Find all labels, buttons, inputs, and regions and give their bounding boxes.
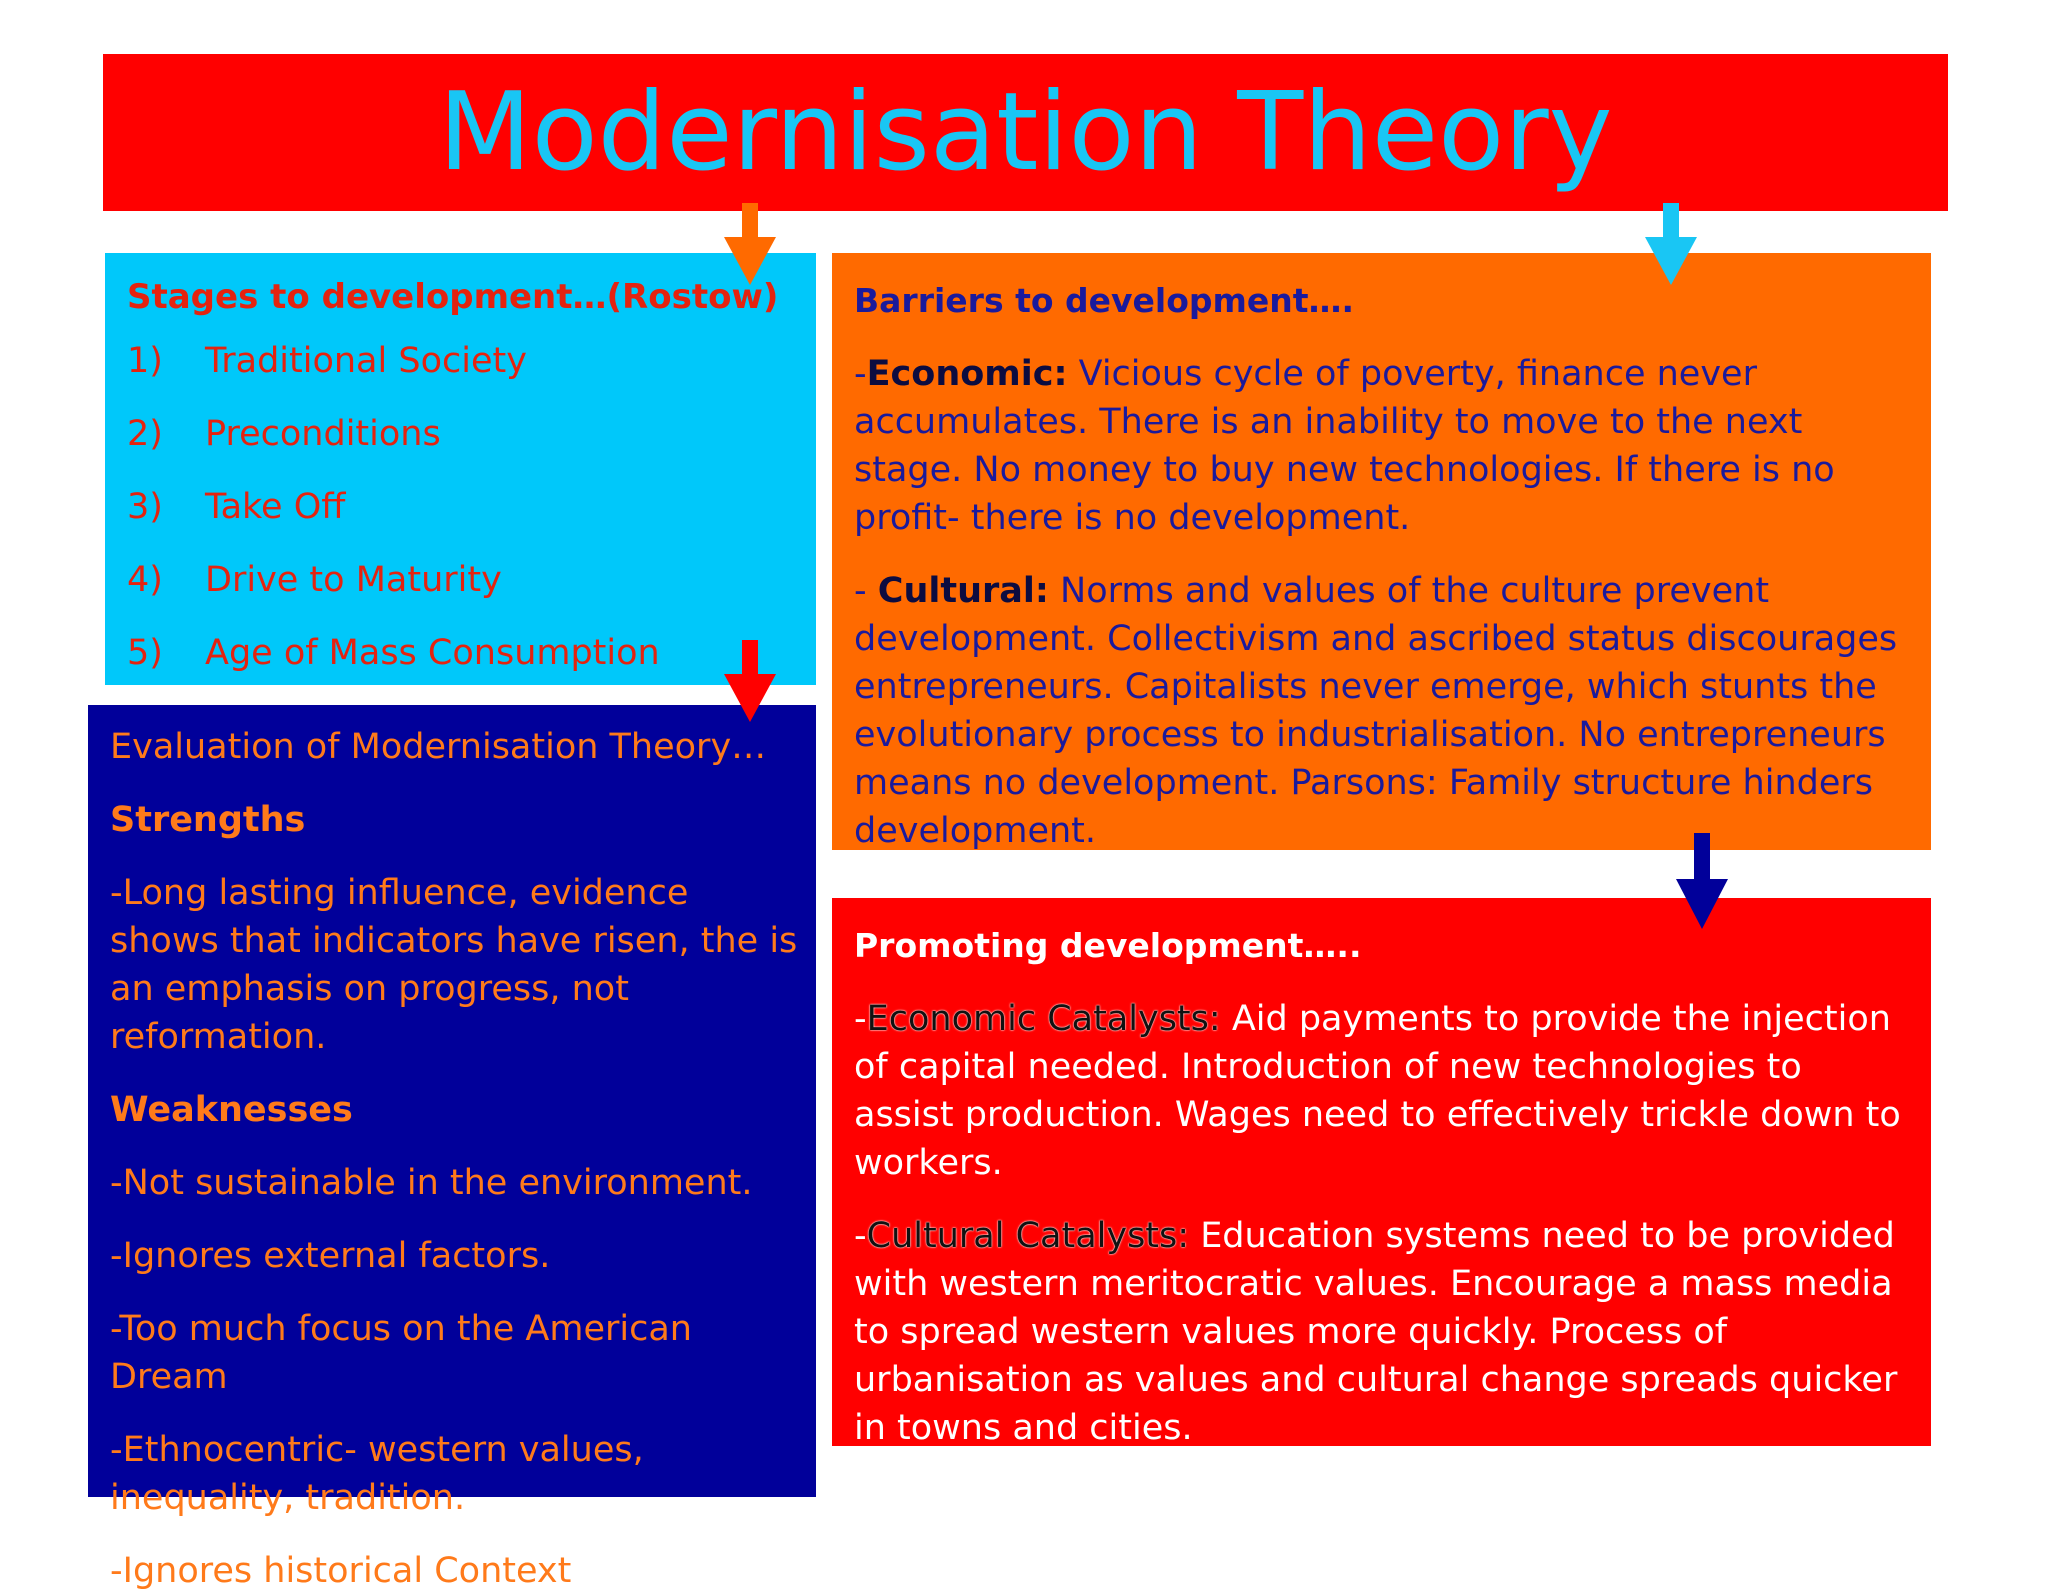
cultural-prefix: - bbox=[854, 571, 878, 611]
barriers-cultural bbox=[854, 567, 1907, 855]
stage-label: Preconditions bbox=[205, 414, 441, 454]
stage-label: Drive to Maturity bbox=[205, 560, 502, 600]
title-banner bbox=[103, 54, 1948, 211]
cultural-label: Cultural: bbox=[877, 571, 1049, 611]
economic-catalyst-prefix: - bbox=[854, 999, 867, 1039]
cultural-catalyst-prefix: - bbox=[854, 1216, 867, 1256]
stage-item bbox=[127, 560, 796, 633]
stage-number: 3) bbox=[127, 487, 163, 527]
stage-label: Traditional Society bbox=[205, 341, 527, 381]
economic-prefix: - bbox=[854, 354, 867, 394]
weakness-item: -Ignores historical Context bbox=[110, 1551, 572, 1591]
cultural-catalysts-text: Education systems need to be provided with western meritocratic values. Encourage a mass media to spread western values more quickly. Process of urbanisation as values and cultural change spreads quicker in towns and cities. bbox=[854, 1216, 1898, 1448]
stages-heading: Stages to development…(Rostow) bbox=[127, 277, 779, 317]
stages-box bbox=[105, 253, 816, 685]
economic-catalysts-label: Economic Catalysts: bbox=[866, 999, 1221, 1039]
stage-number: 2) bbox=[127, 414, 163, 454]
evaluation-box bbox=[88, 705, 816, 1591]
barriers-economic bbox=[854, 350, 1907, 542]
stage-item bbox=[127, 633, 796, 706]
stage-item bbox=[127, 414, 796, 487]
promoting-cultural bbox=[854, 1212, 1907, 1452]
stages-list bbox=[127, 341, 796, 706]
strengths-label: Strengths bbox=[110, 800, 306, 840]
promoting-economic bbox=[854, 995, 1907, 1187]
economic-label: Economic: bbox=[866, 354, 1068, 394]
weakness-item: -Ethnocentric- western values, inequality, tradition. bbox=[110, 1430, 644, 1518]
weakness-item: -Not sustainable in the environment. bbox=[110, 1163, 753, 1203]
stage-number: 4) bbox=[127, 560, 163, 600]
economic-text: Vicious cycle of poverty, finance never accumulates. There is an inability to move to the next stage. No money to buy new technologies. If there is no profit- there is no development. bbox=[854, 354, 1835, 538]
weaknesses-label: Weaknesses bbox=[110, 1090, 353, 1130]
economic-catalysts-text: Aid payments to provide the injection of capital needed. Introduction of new technologies to assist production. Wages need to effectively trickle down to workers. bbox=[854, 999, 1901, 1183]
stage-label: Age of Mass Consumption bbox=[205, 633, 660, 673]
barriers-heading: Barriers to development…. bbox=[854, 281, 1355, 320]
weakness-item: -Too much focus on the American Dream bbox=[110, 1309, 692, 1397]
cultural-text: Norms and values of the culture prevent development. Collectivism and ascribed status discourages entrepreneurs. Capitalists never emerge, which stunts the evolutionary process to industrialisation. No entrepreneurs means no development. Parsons: Family structure hinders development. bbox=[854, 571, 1898, 851]
stage-label: Take Off bbox=[205, 487, 346, 527]
strengths-text: -Long lasting influence, evidence shows that indicators have risen, the is an emphasis on progress, not reformation. bbox=[110, 873, 798, 1057]
stage-number: 5) bbox=[127, 633, 163, 673]
weakness-item: -Ignores external factors. bbox=[110, 1236, 551, 1276]
promoting-heading: Promoting development….. bbox=[854, 926, 1362, 965]
cultural-catalysts-label: Cultural Catalysts: bbox=[866, 1216, 1190, 1256]
barriers-box bbox=[832, 253, 1931, 850]
promoting-box bbox=[832, 898, 1931, 1446]
stage-item bbox=[127, 341, 796, 414]
evaluation-heading: Evaluation of Modernisation Theory… bbox=[110, 727, 767, 767]
page-title: Modernisation Theory bbox=[438, 69, 1613, 195]
stage-number: 1) bbox=[127, 341, 163, 381]
stage-item bbox=[127, 487, 796, 560]
